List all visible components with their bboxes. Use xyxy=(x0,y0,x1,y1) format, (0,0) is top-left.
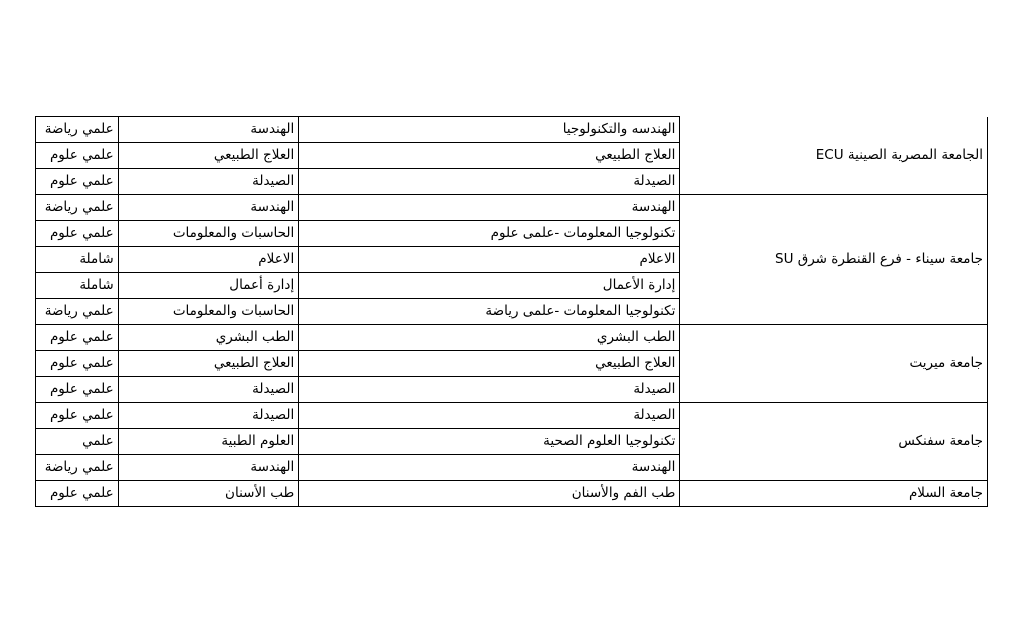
admission-type-cell: علمي علوم xyxy=(36,325,119,351)
admission-type-cell: علمي رياضة xyxy=(36,117,119,143)
faculty-cell: الصيدلة xyxy=(118,377,299,403)
admission-type-cell: علمي رياضة xyxy=(36,195,119,221)
program-cell: العلاج الطبيعي xyxy=(299,351,680,377)
table-body xyxy=(36,117,988,507)
faculty-cell: العلاج الطبيعي xyxy=(118,351,299,377)
admission-type-cell: شاملة xyxy=(36,247,119,273)
faculty-cell: الصيدلة xyxy=(118,169,299,195)
program-cell: الهندسه والتكنولوجيا xyxy=(299,117,680,143)
table-row xyxy=(36,325,988,351)
faculty-cell: طب الأسنان xyxy=(118,481,299,507)
program-cell: تكنولوجيا المعلومات -علمى علوم xyxy=(299,221,680,247)
admission-type-cell: شاملة xyxy=(36,273,119,299)
faculty-cell: الحاسبات والمعلومات xyxy=(118,221,299,247)
admission-type-cell: علمي علوم xyxy=(36,221,119,247)
program-cell: الهندسة xyxy=(299,195,680,221)
admission-type-cell: علمي علوم xyxy=(36,481,119,507)
faculty-cell: العلوم الطبية xyxy=(118,429,299,455)
admission-type-cell: علمي علوم xyxy=(36,169,119,195)
faculty-cell: الهندسة xyxy=(118,117,299,143)
faculty-cell: الاعلام xyxy=(118,247,299,273)
faculty-cell: إدارة أعمال xyxy=(118,273,299,299)
faculty-cell: الطب البشري xyxy=(118,325,299,351)
university-cell: الجامعة المصرية الصينية ECU xyxy=(680,117,988,195)
faculty-cell: الهندسة xyxy=(118,195,299,221)
program-cell: الصيدلة xyxy=(299,377,680,403)
universities-table-container xyxy=(35,116,988,507)
universities-table xyxy=(35,116,988,507)
university-cell: جامعة السلام xyxy=(680,481,988,507)
university-cell: جامعة ميريت xyxy=(680,325,988,403)
admission-type-cell: علمي علوم xyxy=(36,351,119,377)
program-cell: طب الفم والأسنان xyxy=(299,481,680,507)
program-cell: تكنولوجيا المعلومات -علمى رياضة xyxy=(299,299,680,325)
program-cell: الاعلام xyxy=(299,247,680,273)
university-cell: جامعة سفنكس xyxy=(680,403,988,481)
faculty-cell: الهندسة xyxy=(118,455,299,481)
table-row xyxy=(36,481,988,507)
program-cell: الطب البشري xyxy=(299,325,680,351)
program-cell: العلاج الطبيعي xyxy=(299,143,680,169)
university-cell: جامعة سيناء - فرع القنطرة شرق SU xyxy=(680,195,988,325)
faculty-cell: العلاج الطبيعي xyxy=(118,143,299,169)
program-cell: إدارة الأعمال xyxy=(299,273,680,299)
admission-type-cell: علمي علوم xyxy=(36,377,119,403)
program-cell: الصيدلة xyxy=(299,169,680,195)
program-cell: الهندسة xyxy=(299,455,680,481)
table-row xyxy=(36,195,988,221)
table-row xyxy=(36,117,988,143)
admission-type-cell: علمي رياضة xyxy=(36,455,119,481)
admission-type-cell: علمي xyxy=(36,429,119,455)
admission-type-cell: علمي رياضة xyxy=(36,299,119,325)
program-cell: الصيدلة xyxy=(299,403,680,429)
faculty-cell: الصيدلة xyxy=(118,403,299,429)
admission-type-cell: علمي علوم xyxy=(36,403,119,429)
admission-type-cell: علمي علوم xyxy=(36,143,119,169)
program-cell: تكنولوجيا العلوم الصحية xyxy=(299,429,680,455)
table-row xyxy=(36,403,988,429)
faculty-cell: الحاسبات والمعلومات xyxy=(118,299,299,325)
